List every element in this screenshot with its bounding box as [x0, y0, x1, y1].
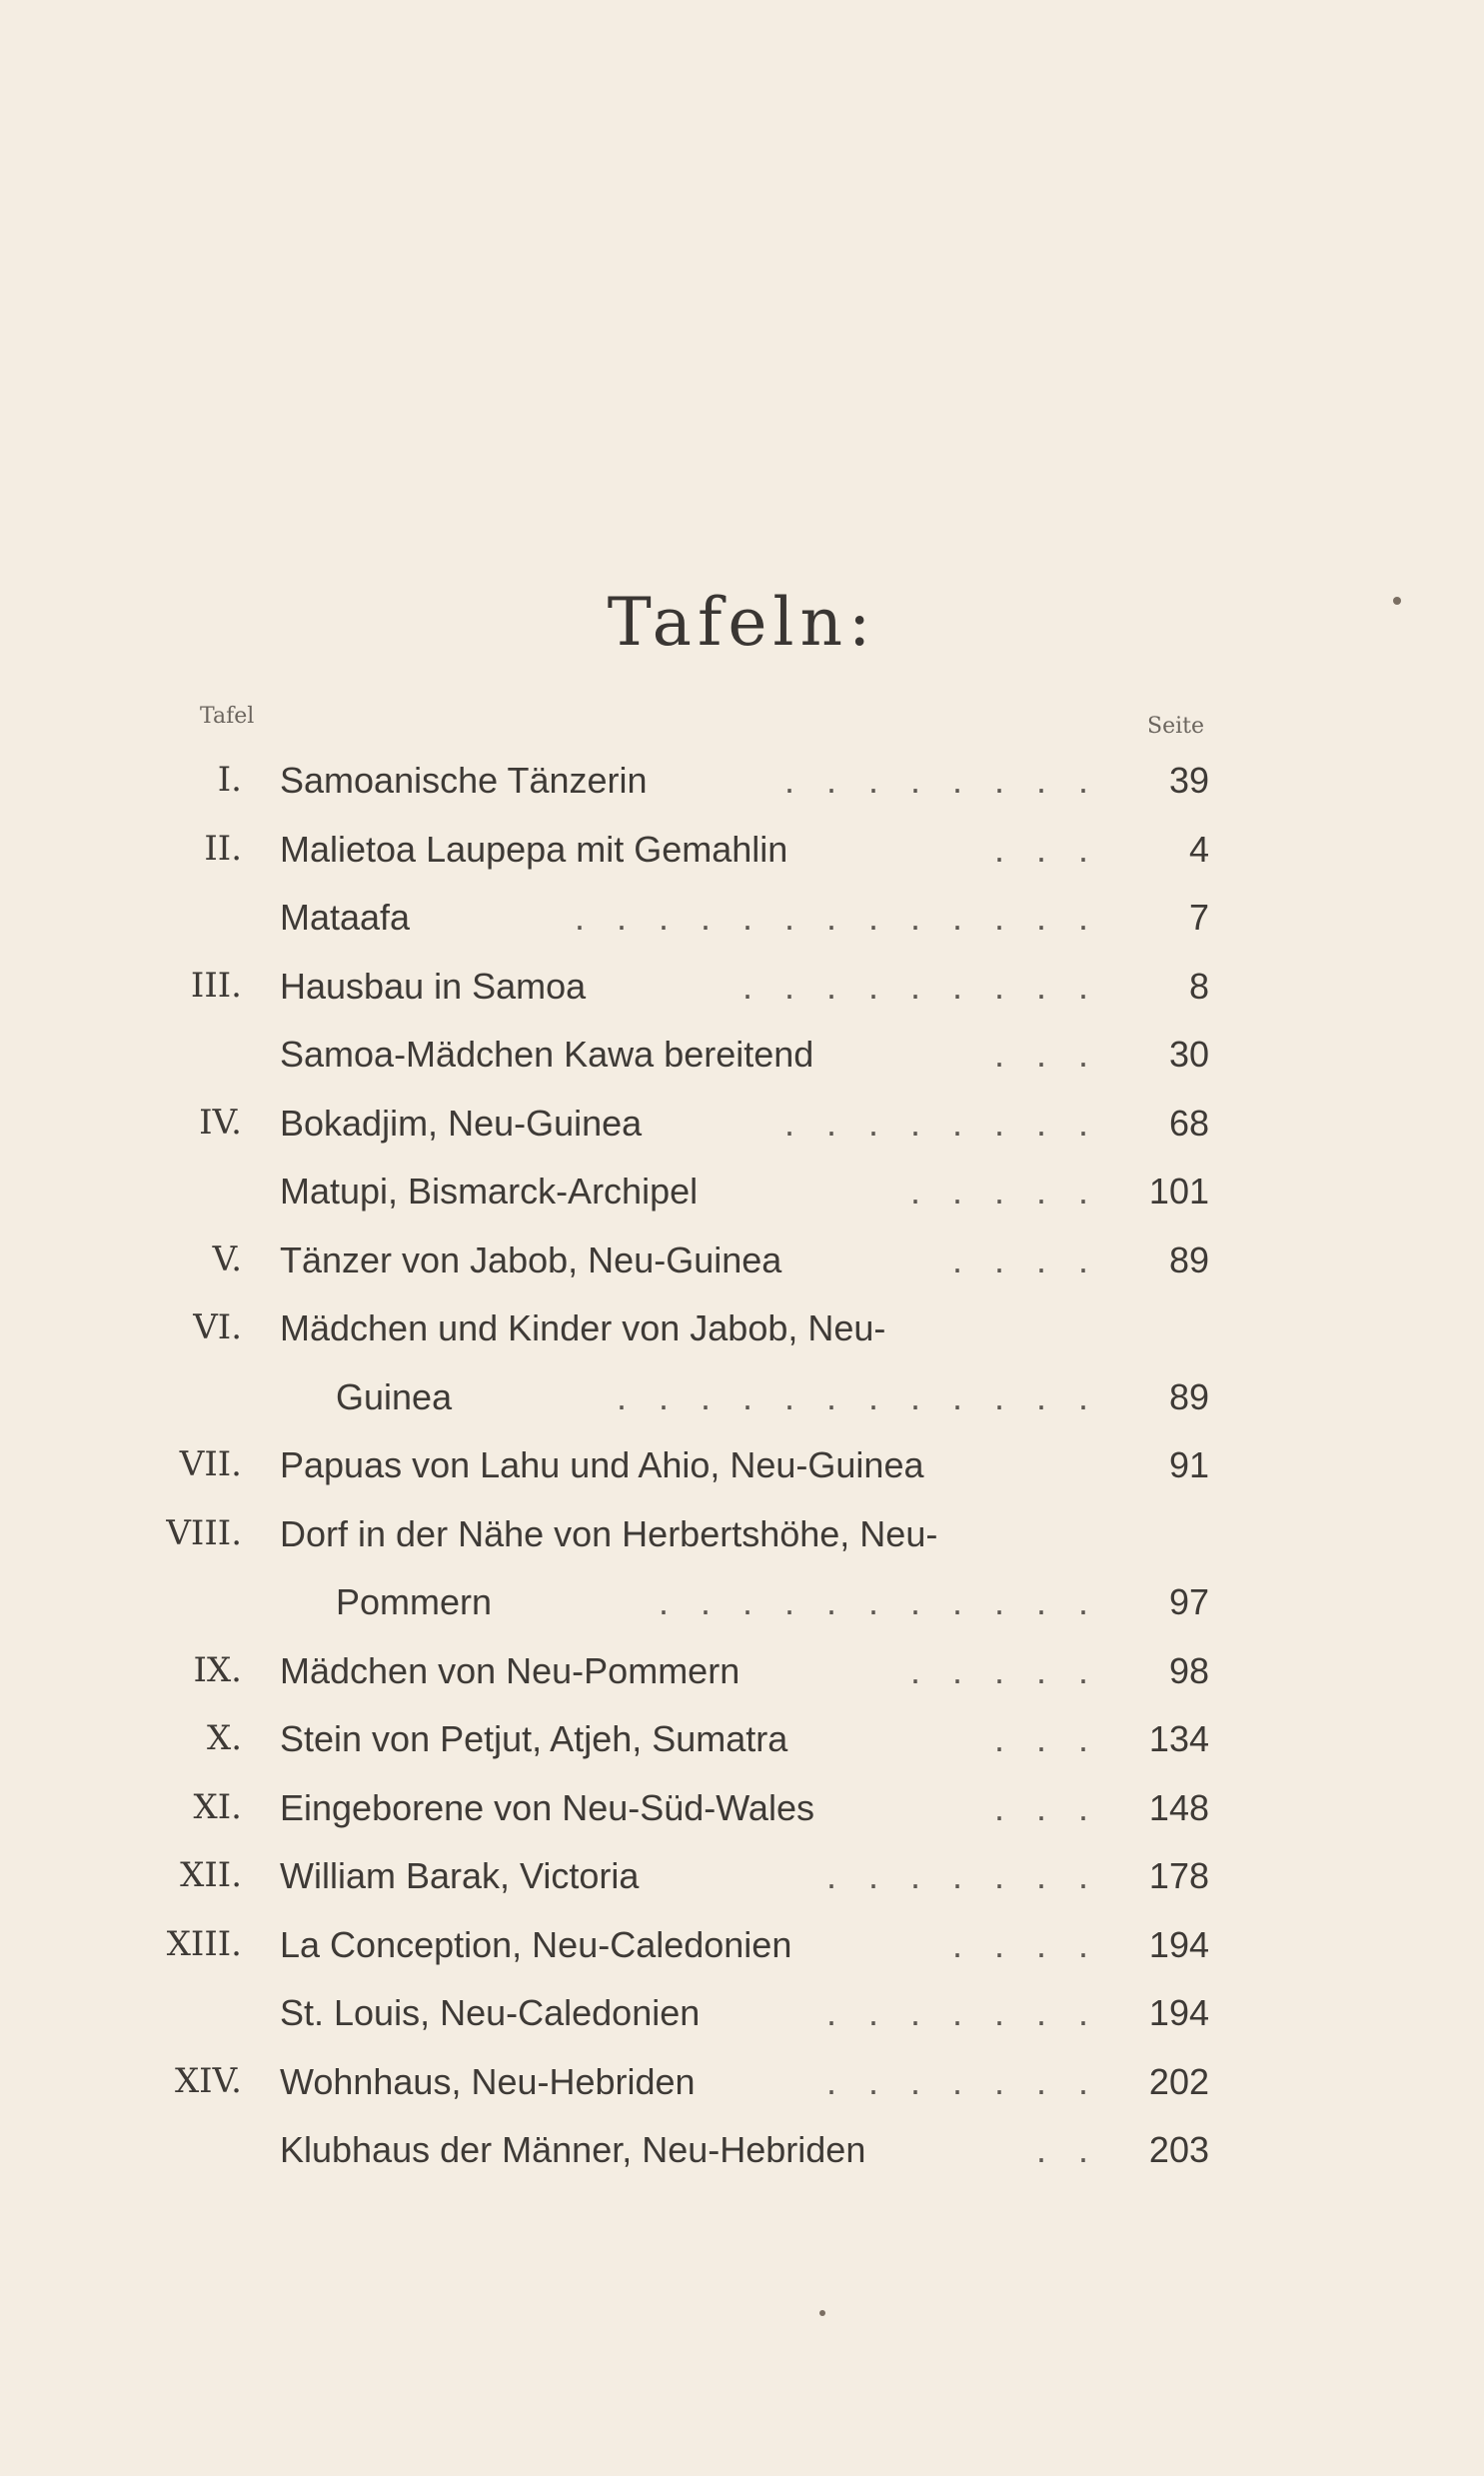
column-header-page: Seite	[1147, 714, 1204, 739]
leader-dots: . . .	[993, 1034, 1099, 1075]
leader-dots: . . .	[993, 828, 1099, 870]
plate-number: XI.	[193, 1786, 242, 1827]
plate-title: Tänzer von Jabob, Neu-Guinea	[280, 1238, 782, 1280]
page-title-text: Tafeln:	[607, 584, 877, 661]
plate-title: William Barak, Victoria	[280, 1855, 640, 1896]
list-item	[0, 1093, 1484, 1162]
plate-number: II.	[204, 828, 242, 869]
plate-title: Guinea	[336, 1375, 453, 1417]
plate-number: I.	[217, 760, 242, 800]
leader-dots: . .	[1035, 2129, 1099, 2170]
leader-dots: . . . . . . . . . . . . .	[574, 897, 1099, 938]
list-item	[0, 1024, 1484, 1093]
plate-title: Dorf in der Nähe von Herbertshöhe, Neu-	[280, 1512, 938, 1554]
leader-dots: . . . . . . . .	[783, 760, 1099, 801]
page-number: 148	[1148, 1786, 1209, 1828]
list-item	[0, 1914, 1484, 1983]
plate-title: Malietoa Laupepa mit Gemahlin	[280, 828, 788, 870]
plate-list	[0, 750, 1484, 2188]
page-number: 7	[1188, 897, 1209, 938]
page-number: 68	[1168, 1102, 1209, 1144]
list-item	[0, 2119, 1484, 2188]
list-item	[0, 1230, 1484, 1298]
page-number: 203	[1148, 2129, 1209, 2170]
plate-title: Samoanische Tänzerin	[280, 760, 648, 801]
list-item	[0, 1982, 1484, 2051]
list-item	[0, 887, 1484, 956]
list-item	[0, 1708, 1484, 1777]
page-number: 98	[1168, 1649, 1209, 1691]
plate-title: Wohnhaus, Neu-Hebriden	[280, 2060, 696, 2102]
plate-entry	[336, 1376, 1099, 1418]
column-header-plate: Tafel	[200, 704, 255, 729]
paper-spot	[819, 2310, 825, 2316]
list-item	[0, 1297, 1484, 1366]
list-item	[0, 1434, 1484, 1503]
list-item	[0, 956, 1484, 1025]
page-number: 134	[1148, 1718, 1209, 1759]
plate-number: XIV.	[174, 2060, 242, 2101]
plate-title: Papuas von Lahu und Ahio, Neu-Guinea	[280, 1444, 924, 1485]
page-number: 30	[1168, 1034, 1209, 1075]
plate-title: La Conception, Neu-Caledonien	[280, 1923, 792, 1965]
list-item	[0, 819, 1484, 888]
leader-dots: . . . .	[951, 1238, 1099, 1280]
leader-dots: . . . . . . .	[825, 2060, 1099, 2102]
plate-title: Samoa-Mädchen Kawa bereitend	[280, 1034, 814, 1075]
plate-entry	[280, 1103, 1099, 1145]
plate-entry	[280, 1787, 1099, 1829]
leader-dots: . . . .	[951, 1923, 1099, 1965]
page-number: 97	[1168, 1581, 1209, 1622]
plate-number: XII.	[180, 1855, 242, 1895]
plate-number: IV.	[199, 1102, 242, 1143]
plate-entry	[280, 2129, 1099, 2171]
leader-dots: . . .	[993, 1786, 1099, 1828]
leader-dots: . . . . .	[909, 1171, 1099, 1212]
page-number: 8	[1188, 965, 1209, 1007]
plate-entry	[280, 2061, 1099, 2103]
list-item	[0, 1366, 1484, 1435]
list-item	[0, 1161, 1484, 1230]
plate-entry	[280, 966, 1099, 1008]
page-number: 194	[1148, 1992, 1209, 2033]
plate-entry	[280, 1992, 1099, 2034]
leader-dots: . . .	[993, 1718, 1099, 1759]
plate-title: Mädchen und Kinder von Jabob, Neu-	[280, 1307, 886, 1348]
page-number: 178	[1148, 1855, 1209, 1896]
leader-dots: . . . . . . . . . . .	[658, 1581, 1099, 1622]
page-number: 194	[1148, 1923, 1209, 1965]
plate-number: VII.	[179, 1444, 242, 1484]
plate-entry	[336, 1581, 1099, 1623]
plate-number: IX.	[193, 1649, 242, 1690]
plate-entry	[280, 1034, 1099, 1076]
plate-number: III.	[190, 965, 242, 1006]
page-number: 202	[1148, 2060, 1209, 2102]
plate-number: VI.	[193, 1307, 242, 1347]
list-item	[0, 1571, 1484, 1640]
plate-title: Mataafa	[280, 897, 411, 938]
leader-dots: . . . . .	[909, 1649, 1099, 1691]
plate-entry	[280, 1239, 1099, 1281]
plate-entry	[280, 760, 1099, 802]
list-item	[0, 1640, 1484, 1709]
plate-title: Hausbau in Samoa	[280, 965, 587, 1007]
plate-title: Matupi, Bismarck-Archipel	[280, 1171, 699, 1212]
plate-number: VIII.	[166, 1512, 242, 1553]
plate-entry	[280, 1650, 1099, 1692]
plate-entry	[280, 897, 1099, 939]
list-item	[0, 750, 1484, 819]
list-item	[0, 1503, 1484, 1572]
leader-dots: . . . . . . . . .	[742, 965, 1099, 1007]
plate-entry	[280, 1307, 1099, 1349]
plate-title: Bokadjim, Neu-Guinea	[280, 1102, 643, 1144]
plate-title: Pommern	[336, 1581, 493, 1622]
plate-entry	[280, 829, 1099, 871]
page-number: 91	[1168, 1444, 1209, 1485]
leader-dots: . . . . . . .	[825, 1992, 1099, 2033]
page-number: 101	[1148, 1171, 1209, 1212]
plate-number: XIII.	[166, 1923, 242, 1964]
page-title	[0, 584, 1484, 661]
list-item	[0, 1777, 1484, 1846]
plate-title: Klubhaus der Männer, Neu-Hebriden	[280, 2129, 866, 2170]
plate-number: X.	[206, 1718, 242, 1758]
plate-entry	[280, 1718, 1099, 1760]
page-number: 4	[1188, 828, 1209, 870]
plate-entry	[280, 1855, 1099, 1897]
list-item	[0, 1845, 1484, 1914]
page-number: 89	[1168, 1375, 1209, 1417]
plate-title: St. Louis, Neu-Caledonien	[280, 1992, 701, 2033]
plate-title: Eingeborene von Neu-Süd-Wales	[280, 1786, 814, 1828]
paper-spot	[1393, 597, 1401, 605]
leader-dots: . . . . . . . . . . . .	[616, 1375, 1099, 1417]
plate-number: V.	[212, 1238, 242, 1279]
leader-dots: . . . . . . .	[825, 1855, 1099, 1896]
plate-title: Stein von Petjut, Atjeh, Sumatra	[280, 1718, 788, 1759]
leader-dots: . . . . . . . .	[783, 1102, 1099, 1144]
plate-entry	[280, 1513, 1099, 1555]
list-item	[0, 2051, 1484, 2120]
plate-entry	[280, 1444, 1099, 1486]
page-number: 39	[1168, 760, 1209, 801]
plate-entry	[280, 1924, 1099, 1966]
page-number: 89	[1168, 1238, 1209, 1280]
plate-title: Mädchen von Neu-Pommern	[280, 1649, 741, 1691]
plate-entry	[280, 1171, 1099, 1213]
